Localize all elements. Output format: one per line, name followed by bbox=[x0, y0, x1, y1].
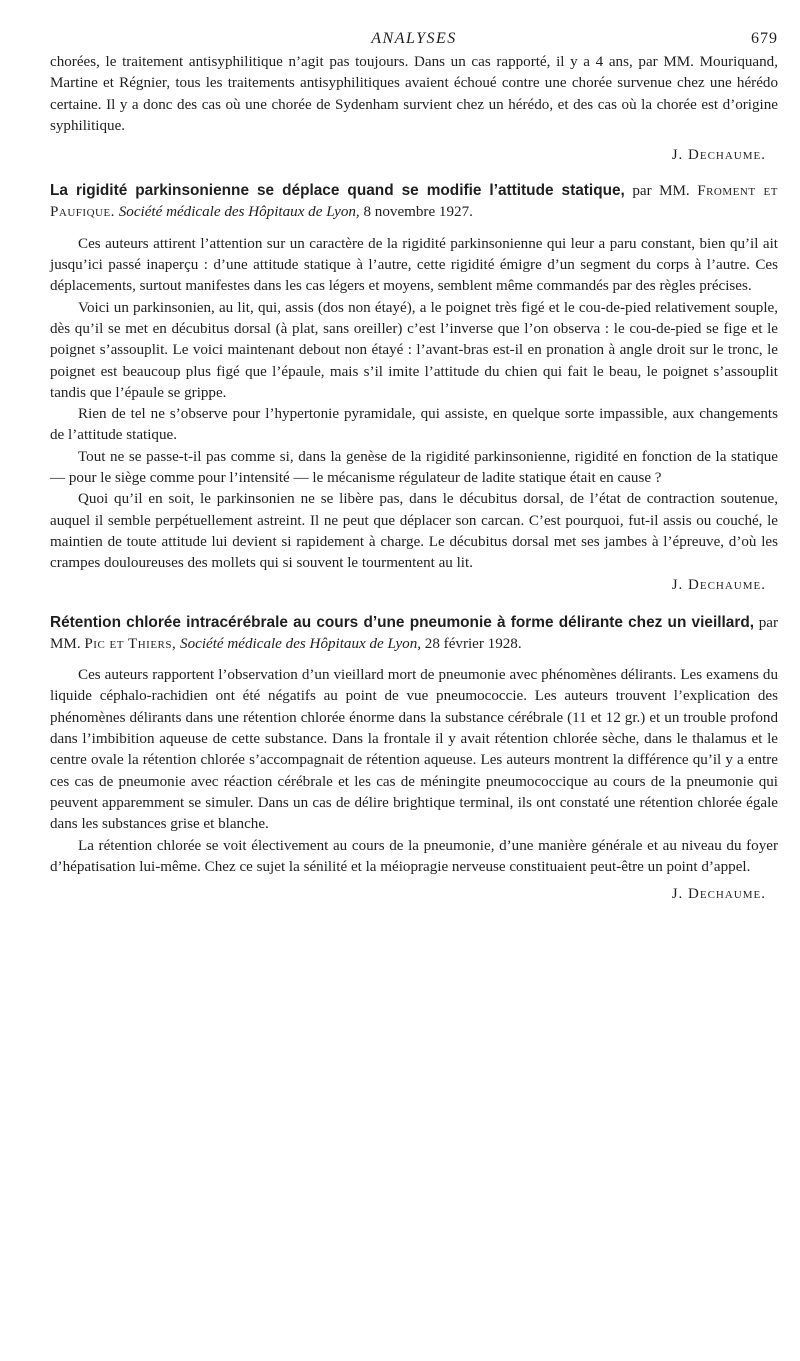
article-paragraph: Ces auteurs rapportent l’observation d’un vieillard mort de pneumonie avec phénomènes délirants. Les examens du liquide céphalo-rachidien ont été négatifs au point de vue pneumococcie. Les auteurs trouvent l’explication des phénomènes délirants dans une rétention chlorée énorme dans la substance cérébrale (11 et 12 gr.) et un trouble profond dans l’imbibition aqueuse de cette substance. Dans la frontale il y avait rétention chlorée sèche, dans le thalamus et le centre ovale la rétention chlorée s’accompagnait de rétention aqueuse. Les auteurs montrent la différence qu’il y a entre ces cas de pneumonie avec réaction cérébrale et les cas de méningite pneumococcique au cours de la pneumonie qui peuvent apparemment se simuler. Dans un cas de délire brightique terminal, ils ont constaté une rétention chlorée égale dans les substances grise et blanche. bbox=[50, 667, 778, 833]
signature: J. Dechaume. bbox=[671, 886, 766, 903]
article-paragraph: Voici un parkinsonien, au lit, qui, assis (dos non étayé), a le poignet très figé et le cou-de-pied relativement souple, dès qu’il se met en décubitus dorsal (à plat, sans oreiller) c’est l’inverse que l’on observa : le cou-de-pied se fige et le poignet s’assouplit. Le voici maintenant debout non étayé : l’avant-bras est-il en pronation à angle droit sur le tronc, le poignet est beaucoup plus figé que l’épaule, mais s’il imite l’attitude du chien qui fait le beau, le poignet s’assouplit tandis que l’épaule se grippe. bbox=[50, 299, 778, 401]
article-paragraph: Quoi qu’il en soit, le parkinsonien ne se libère pas, dans le décubitus dorsal, de l’état de contraction soutenue, auquel il semble perpétuellement astreint. Il ne peut que déplacer son carcan. C’est pourquoi, fut-il assis ou couché, le maintien de toute attitude lui devient si rapidement à charge. Le décubitus dorsal met ses jambes à l’épreuve, d’où les crampes douloureuses des mollets qui si souvent le tourmentent au lit. bbox=[50, 491, 778, 572]
page-header bbox=[50, 26, 778, 52]
article-title: La rigidité parkinsonienne se déplace quand se modifie l’attitude statique, bbox=[50, 182, 625, 200]
article-source: Société médicale des Hôpitaux de Lyon, bbox=[114, 204, 360, 221]
article-date: 8 novembre 1927. bbox=[359, 204, 473, 221]
signature: J. Dechaume. bbox=[671, 147, 766, 164]
continued-paragraph: chorées, le traitement antisyphilitique n’agit pas toujours. Dans un cas rapporté, il y a 4 ans, par MM. Mouriquand, Martine et Régnier, tous les traitements antisyphilitiques avaient échoué contre une chorée survenue chez une hérédo certaine. Il y a donc des cas où une chorée de Sydenham survient chez un hérédo, et des cas où la chorée est d’origine syphilitique. bbox=[50, 54, 778, 134]
page-number: 679 bbox=[751, 30, 778, 47]
article-title: Rétention chlorée intracérébrale au cours d’une pneumonie à forme délirante chez un vieillard, bbox=[50, 613, 755, 631]
article-paragraph: Rien de tel ne s’observe pour l’hypertonie pyramidale, qui assiste, en quelque sorte impassible, aux changements de l’attitude statique. bbox=[50, 406, 778, 444]
article-date: 28 février 1928. bbox=[421, 635, 522, 652]
article-authors: Froment et Paufique. bbox=[50, 183, 778, 221]
article-paragraph: Tout ne se passe-t-il pas comme si, dans la genèse de la rigidité parkinsonienne, rigidité en fonction de la statique — pour le siège comme pour l’intensité — le mécanisme régulateur de ladite statique était en cause ? bbox=[50, 448, 778, 487]
running-head: ANALYSES bbox=[371, 30, 457, 47]
article-paragraph: La rétention chlorée se voit électivement au cours de la pneumonie, d’une manière générale et au niveau du foyer d’hépatisation lui-même. Chez ce sujet la sénilité et la méiopragie nerveuse constituaient peut-être un point d’appel. bbox=[50, 837, 778, 875]
signature: J. Dechaume. bbox=[671, 576, 766, 593]
article-source: Société médicale des Hôpitaux de Lyon, bbox=[176, 635, 422, 652]
article-paragraph: Ces auteurs attirent l’attention sur un caractère de la rigidité parkinsonienne qui leur a paru constant, bien qu’il ait jusqu’ici passé inaperçu : d’une attitude statique à l’autre, cette rigidité émigre d’un segment du corps à l’autre. Ces déplacements, surtout manifestes dans les cas légers et moyens, semblent même commandés par des règles précises. bbox=[50, 235, 778, 295]
journal-page bbox=[50, 26, 778, 905]
article-by: par MM. bbox=[624, 183, 698, 200]
article-authors: Pic et Thiers, bbox=[84, 635, 177, 652]
article-by: par MM. bbox=[50, 614, 778, 652]
article-heading bbox=[50, 612, 778, 656]
article-heading bbox=[50, 180, 778, 224]
